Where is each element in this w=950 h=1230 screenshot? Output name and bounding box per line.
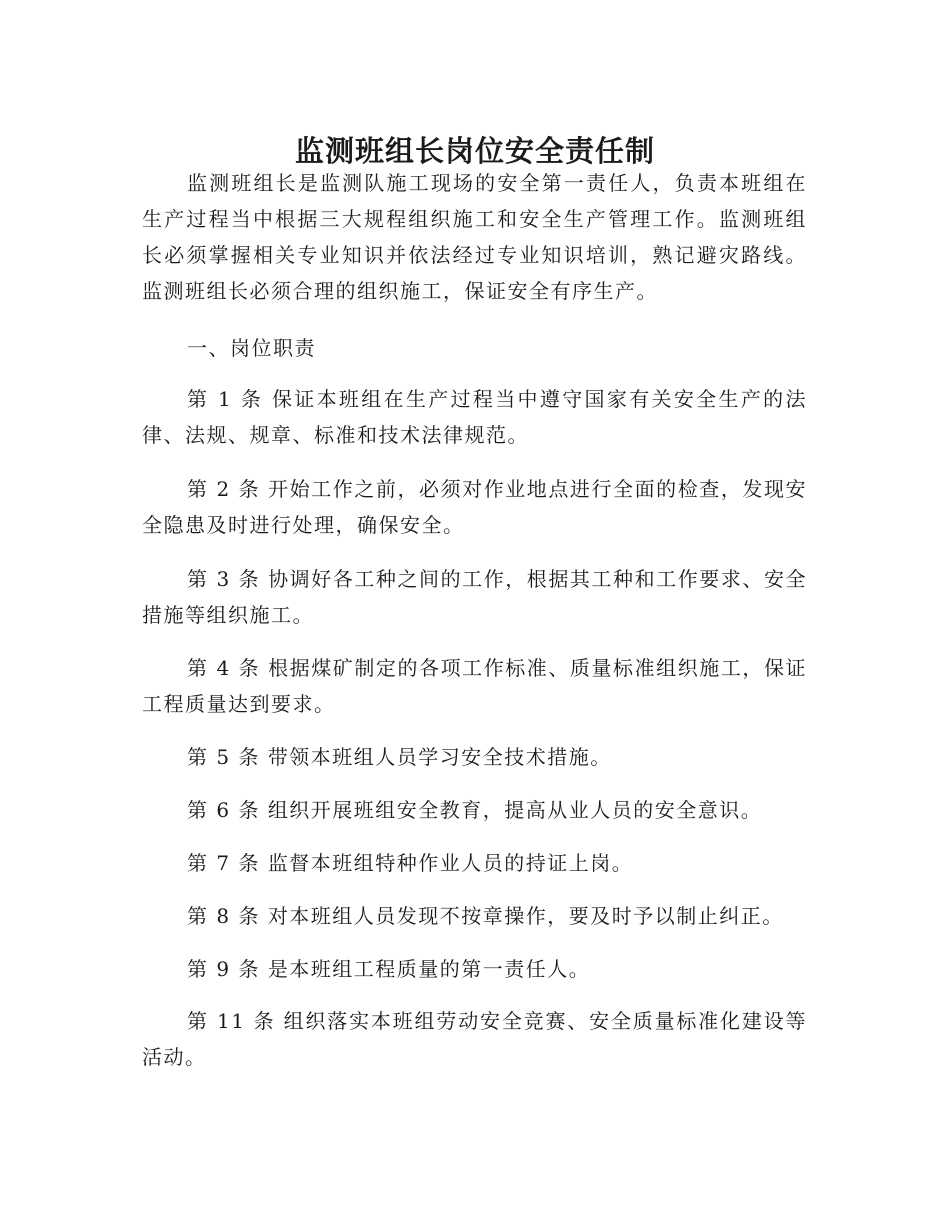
article-text: 组织开展班组安全教育，提高从业人员的安全意识。 [267, 798, 763, 822]
article-9 [142, 951, 807, 987]
article-label: 第 11 条 [187, 1009, 276, 1033]
article-label: 第 9 条 [187, 957, 260, 981]
article-text: 监督本班组特种作业人员的持证上岗。 [267, 851, 634, 875]
article-text: 根据煤矿制定的各项工作标准、质量标准组织施工，保证工程质量达到要求。 [142, 656, 808, 716]
intro-paragraph: 监测班组长是监测队施工现场的安全第一责任人，负责本班组在生产过程当中根据三大规程组织施工和安全生产管理工作。监测班组长必须掌握相关专业知识并依法经过专业知识培训，熟记避灾路线。监测班组长必须合理的组织施工，保证安全有序生产。 [142, 171, 807, 303]
article-label: 第 8 条 [187, 904, 260, 928]
article-label: 第 6 条 [187, 798, 260, 822]
article-label: 第 3 条 [187, 567, 261, 591]
article-label: 第 4 条 [187, 656, 261, 680]
article-text: 组织落实本班组劳动安全竞赛、安全质量标准化建设等活动。 [142, 1009, 808, 1069]
article-7 [142, 845, 807, 881]
article-2 [142, 471, 807, 543]
article-6 [142, 792, 807, 828]
article-text: 开始工作之前，必须对作业地点进行全面的检查，发现安全隐患及时进行处理，确保安全。 [142, 477, 808, 537]
article-text: 是本班组工程质量的第一责任人。 [267, 957, 591, 981]
article-label: 第 1 条 [187, 387, 264, 411]
article-text: 协调好各工种之间的工作，根据其工种和工作要求、安全措施等组织施工。 [142, 567, 808, 627]
article-label: 第 5 条 [187, 745, 260, 769]
article-text: 带领本班组人员学习安全技术措施。 [267, 745, 612, 769]
article-11 [142, 1003, 807, 1075]
article-8 [142, 898, 807, 934]
article-3 [142, 561, 807, 633]
article-text: 对本班组人员发现不按章操作，要及时予以制止纠正。 [267, 904, 784, 928]
article-4 [142, 650, 807, 722]
article-label: 第 2 条 [187, 477, 261, 501]
section-heading: 一、岗位职责 [187, 336, 316, 360]
document-title: 监测班组长岗位安全责任制 [294, 134, 655, 169]
article-label: 第 7 条 [187, 851, 260, 875]
article-1 [142, 381, 807, 453]
article-5 [142, 739, 807, 775]
article-text: 保证本班组在生产过程当中遵守国家有关安全生产的法律、法规、规章、标准和技术法律规范。 [142, 387, 807, 447]
